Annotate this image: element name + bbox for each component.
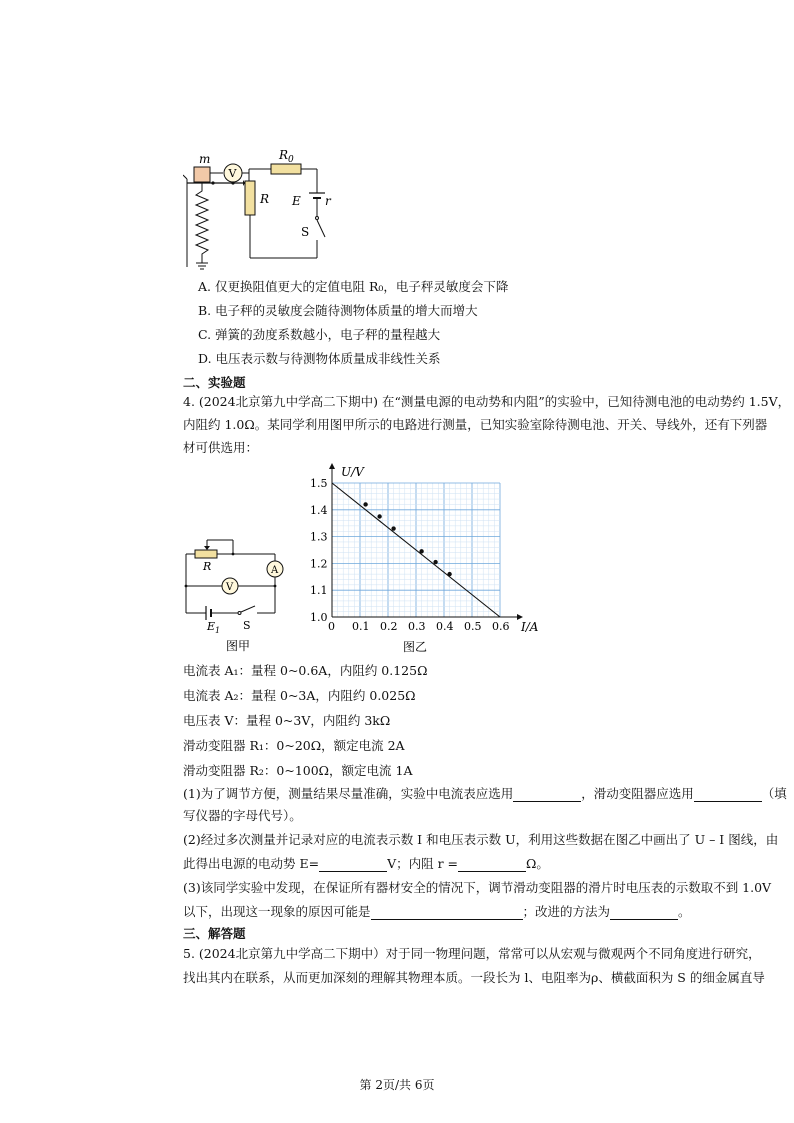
y-axis-arrow — [329, 463, 335, 469]
sub-question-1-line-2: 写仪器的字母代号）。 — [183, 808, 302, 823]
voltmeter-label: V — [226, 582, 234, 593]
switch-s — [241, 606, 255, 612]
mass-label: m — [199, 152, 211, 166]
internal-r-label: r — [325, 194, 331, 208]
q5-line-2: 找出其内在联系，从而更加深刻的理解其物理本质。一段长为 l、电阻率为ρ、横截面积为 S 的细金属直导 — [183, 970, 765, 985]
sub-question-2-line-1: (2)经过多次测量并记录对应的电流表示数 I 和电压表示数 U，利用这些数据在图乙中画出了 U – I 图线，由 — [183, 832, 779, 847]
data-point — [363, 502, 367, 506]
x-tick-label: 0.4 — [436, 620, 454, 633]
answer-blank-improvement[interactable] — [610, 907, 678, 920]
switch-label: S — [301, 225, 310, 239]
x-tick-label: 0.3 — [408, 620, 426, 633]
resistor-r0 — [271, 164, 301, 174]
x-tick-label: 0.1 — [352, 620, 370, 633]
chart-axes — [329, 463, 523, 620]
rheostat-r — [245, 181, 255, 215]
rheostat-r — [195, 550, 217, 558]
sub-question-3-line-1: (3)该同学实验中发现，在保证所有器材安全的情况下，调节滑动变阻器的滑片时电压表的示数取不到 1.0V — [183, 880, 772, 895]
sub-question-2-line-2: 此得出电源的电动势 E= V；内阻 r = Ω。 — [183, 856, 549, 871]
answer-blank-emf[interactable] — [319, 859, 387, 872]
figure-yi-caption: 图乙 — [403, 640, 428, 654]
q4-line-1: 4. (2024北京第九中学高二下期中) 在“测量电源的电动势和内阻”的实验中，已知待测电池的电动势约 1.5V， — [183, 394, 791, 409]
data-point — [419, 549, 423, 553]
equipment-item: 电流表 A₁：量程 0~0.6A，内阻约 0.125Ω — [183, 663, 428, 678]
scale-circuit-figure — [183, 145, 343, 275]
rheostat-label: R — [203, 560, 212, 573]
page-footer: 第 2页/共 6页 — [359, 1078, 435, 1092]
emf-label: E — [292, 194, 301, 208]
q5-line-1: 5. (2024北京第九中学高二下期中）对于同一物理问题，常常可以从宏观与微观两个不同角度进行研究， — [183, 946, 761, 961]
equipment-item: 滑动变阻器 R₁：0~20Ω，额定电流 2A — [183, 738, 405, 753]
x-tick-label: 0.6 — [492, 620, 510, 633]
battery-label: $E_1$ — [207, 620, 221, 635]
y-tick-label: 1.5 — [310, 477, 328, 490]
option-b: B. 电子秤的灵敏度会随待测物体质量的增大而增大 — [198, 303, 478, 318]
y-tick-label: 1.3 — [310, 530, 328, 544]
equipment-item: 电流表 A₂：量程 0~3A，内阻约 0.025Ω — [183, 688, 416, 703]
y-tick-label: 1.4 — [310, 503, 328, 517]
q4-line-2: 内阻约 1.0Ω。某同学利用图甲所示的电路进行测量，已知实验室除待测电池、开关、导线外，还有下列器 — [183, 417, 768, 432]
equipment-item: 滑动变阻器 R₂：0~100Ω，额定电流 1A — [183, 763, 413, 778]
rheostat-label: R — [260, 192, 270, 206]
answer-blank-rheostat[interactable] — [694, 789, 762, 802]
sub-question-1-line-1: (1)为了调节方便，测量结果尽量准确，实验中电流表应选用 ，滑动变阻器应选用 （填 — [183, 786, 787, 801]
chart-ticks — [310, 477, 510, 633]
data-point — [447, 572, 451, 576]
section-experiment-heading: 二、实验题 — [183, 375, 246, 390]
equipment-item: 电压表 V：量程 0~3V，内阻约 3kΩ — [183, 713, 391, 728]
section-solution-heading: 三、解答题 — [183, 926, 246, 941]
answer-blank-reason[interactable] — [371, 907, 523, 920]
ammeter-label: A — [271, 565, 279, 576]
sub-question-3-line-2: 以下，出现这一现象的原因可能是 ；改进的方法为 。 — [183, 904, 691, 919]
option-a: A. 仅更换阻值更大的定值电阻 R₀，电子秤灵敏度会下降 — [198, 279, 509, 294]
x-tick-label: 0.5 — [464, 620, 482, 633]
chart-xlabel: I/A — [521, 620, 539, 634]
option-c: C. 弹簧的劲度系数越小，电子秤的量程越大 — [198, 327, 441, 342]
q4-line-3: 材可供选用： — [183, 440, 259, 455]
option-d: D. 电压表示数与待测物体质量成非线性关系 — [198, 351, 441, 366]
answer-blank-internal-resistance[interactable] — [458, 859, 526, 872]
figure-jia-caption: 图甲 — [226, 639, 251, 653]
figure-yi-ui-chart — [305, 461, 550, 656]
voltmeter-label: V — [228, 167, 237, 180]
switch-label: S — [243, 619, 251, 632]
data-point — [391, 526, 395, 530]
y-tick-label: 1.0 — [310, 611, 328, 624]
switch-s — [317, 220, 325, 237]
figure-jia-circuit — [183, 536, 298, 656]
mass-block — [194, 167, 210, 182]
data-point — [377, 514, 381, 518]
chart-ylabel: U/V — [341, 465, 364, 479]
r0-label: $R_0$ — [279, 148, 294, 165]
y-tick-label: 1.2 — [310, 557, 328, 571]
x-tick-label: 0.2 — [380, 620, 398, 633]
y-tick-label: 1.1 — [310, 584, 328, 598]
data-point — [433, 560, 437, 564]
answer-blank-ammeter[interactable] — [513, 789, 581, 802]
x-tick-label: 0 — [328, 620, 335, 633]
spring — [196, 183, 208, 263]
